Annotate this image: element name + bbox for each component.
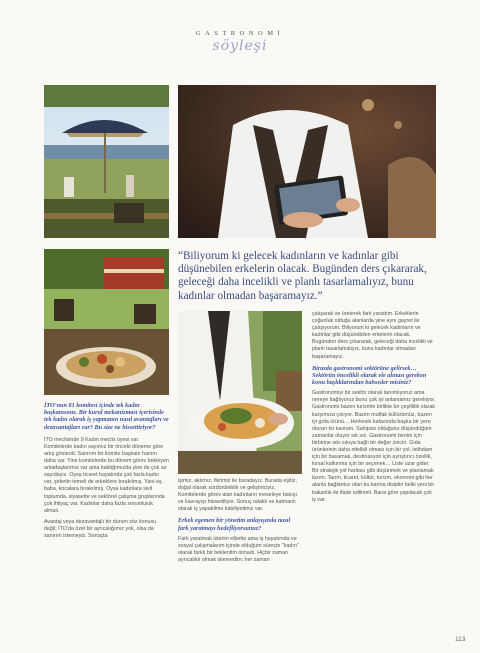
paragraph: Avantaj veya dezavantajlı bir durum söz konusu değil; İTO’da özel bir ayrıcalığımız yok, olsa da sanırım istemeyiz. Sonuçta xyxy=(44,518,157,540)
body-text xyxy=(312,390,436,504)
section-script-subtitle: söyleşi xyxy=(212,38,268,54)
photo-plated-food xyxy=(178,311,302,474)
interview-question: İTO’nun 81 komitesi içinde tek kadın başkanısınız. Bir kurul mekanizması içerisinde tek kadın olarak iş yapmanın nasıl avantajları ve dezavantajları var? Bu size ne hissettiriyor? xyxy=(44,402,169,431)
paragraph: işimiz, aklımız, fikrimiz ile buradayız. Burada eşitiz, doğal olarak sürdürülebilir ve geliştiriciyiz. Komitelerde görev alan kadınların meseleye bakışı ve kavrayışı hissediliyor. Sonuç odaklı ve katmanlı olarak iş yapabilme kabiliyetimiz var. xyxy=(178,478,297,513)
paragraph: Gastronomiyi bir sektör olarak tanımlıyoruz ama nereye bağlıyoruz bunu çok iyi anlamamız gerekiyor. Gastronomi bazen turizmle birlikte bir çeşitlilik olarak karşımıza çıkıyor. Bazen mutfak kültürümüz, bazen iyi gıda ürünü… Herkesin kafasında başka bir yere oturan bir kavram. Sahipsiz olduğunu düşündüğüm zamanlar oluyor sık sık. Gastronomi benim için birbirine sıkı sıkıya bağlı bir değer zinciri. Gıda ürünlerinin daha nitelikli olması için bir yol, istihdam için bir basamak, destinasyon için ayrıştırıcı özellik, kırsal kalkınma için bir seçenek… Liste uzar gider. Bir stratejik yol haritası gibi düşünmek ve planlamak lazım. Tarım, ticaret, kültür, turizm, ekonomi gibi her alanla bağlantısı olan bu karma disiplin belki yeni bir bakanlık ile ifade edilmeli. Bana göre yapılacak çok iş var. xyxy=(312,390,436,503)
body-text xyxy=(312,311,436,361)
body-text xyxy=(44,437,169,540)
body-text xyxy=(178,536,302,564)
photo-garden-parasol xyxy=(44,85,169,238)
photo-terrace-dish xyxy=(44,249,169,395)
interview-question: Erkek egemen bir yönetim anlayışında nasıl fark yaratmayı hedefliyorsunuz? xyxy=(178,517,291,532)
paragraph: İTO meclisinde 9 Kadın meclis üyesi var. Komitelerde kadın sayımız bir önceki döneme göre artış gösterdi. Sanırım bir komite başkanı hanım daha var. Yine komitelerde bu dönem görev bekleyen arkadaşlarımız var ama baktığımızda yine de çok az sayıdayız. Oysa ticaret hayatında çok fazla kadın var, şirketin temeli de erkeklere bırakılmış. Yani eş, baba, kocalara bırakılmış. Oysa kadınlara sivil toplumda, siyasette ve sektörel çalışma gruplarında çok ihtiyaç var. Kadınlar daha fazla sorumluluk almalı. xyxy=(44,436,169,514)
page-number: 113 xyxy=(455,636,466,643)
body-text xyxy=(178,478,302,513)
column-3 xyxy=(312,311,436,508)
interview-question: Birazda gastronomi sektörüne gelirsek… Sektörün öncelikli olarak ele alınası gereken konu başlıklarından bahseder misiniz? xyxy=(312,364,427,387)
pull-quote: “Biliyorum ki gelecek kadınların ve kadınlar gibi düşünebilen erkelerin olacak. Bugünden ders çıkararak, geleceği daha incelikli ve planlı tasarlamalıyız, bunu kadınlar olmadan başaramayız.” xyxy=(178,250,427,302)
paragraph: çalışarak ve üreterek fark yarattım. Erkeklerin çoğunluk olduğu alanlarda yine aynı gayret ile çalışıyorum. Biliyorum ki gelecek kadınların ve kadınlar gibi düşünebilen erkelerin olacak. Bugünden ders çıkararak, geleceği daha incelikli ve planlı tasarlamalıyız, bunu kadınlar olmadan başaramayız. xyxy=(312,311,433,360)
paragraph: Fark yaratmak isterim elbette ama iş hayatımda ve sosyal çalışmalarım içinde olduğum süreçte "kadın" olarak farklı bir beklentim olmadı. Hiçbir zaman ayrıcalıklı olmak istemedim; her zaman xyxy=(178,535,299,564)
column-1 xyxy=(44,402,169,544)
photo-waiter-tablet xyxy=(178,85,436,238)
magazine-section-title: GASTRONOMİ xyxy=(195,30,285,37)
column-2 xyxy=(178,478,302,568)
